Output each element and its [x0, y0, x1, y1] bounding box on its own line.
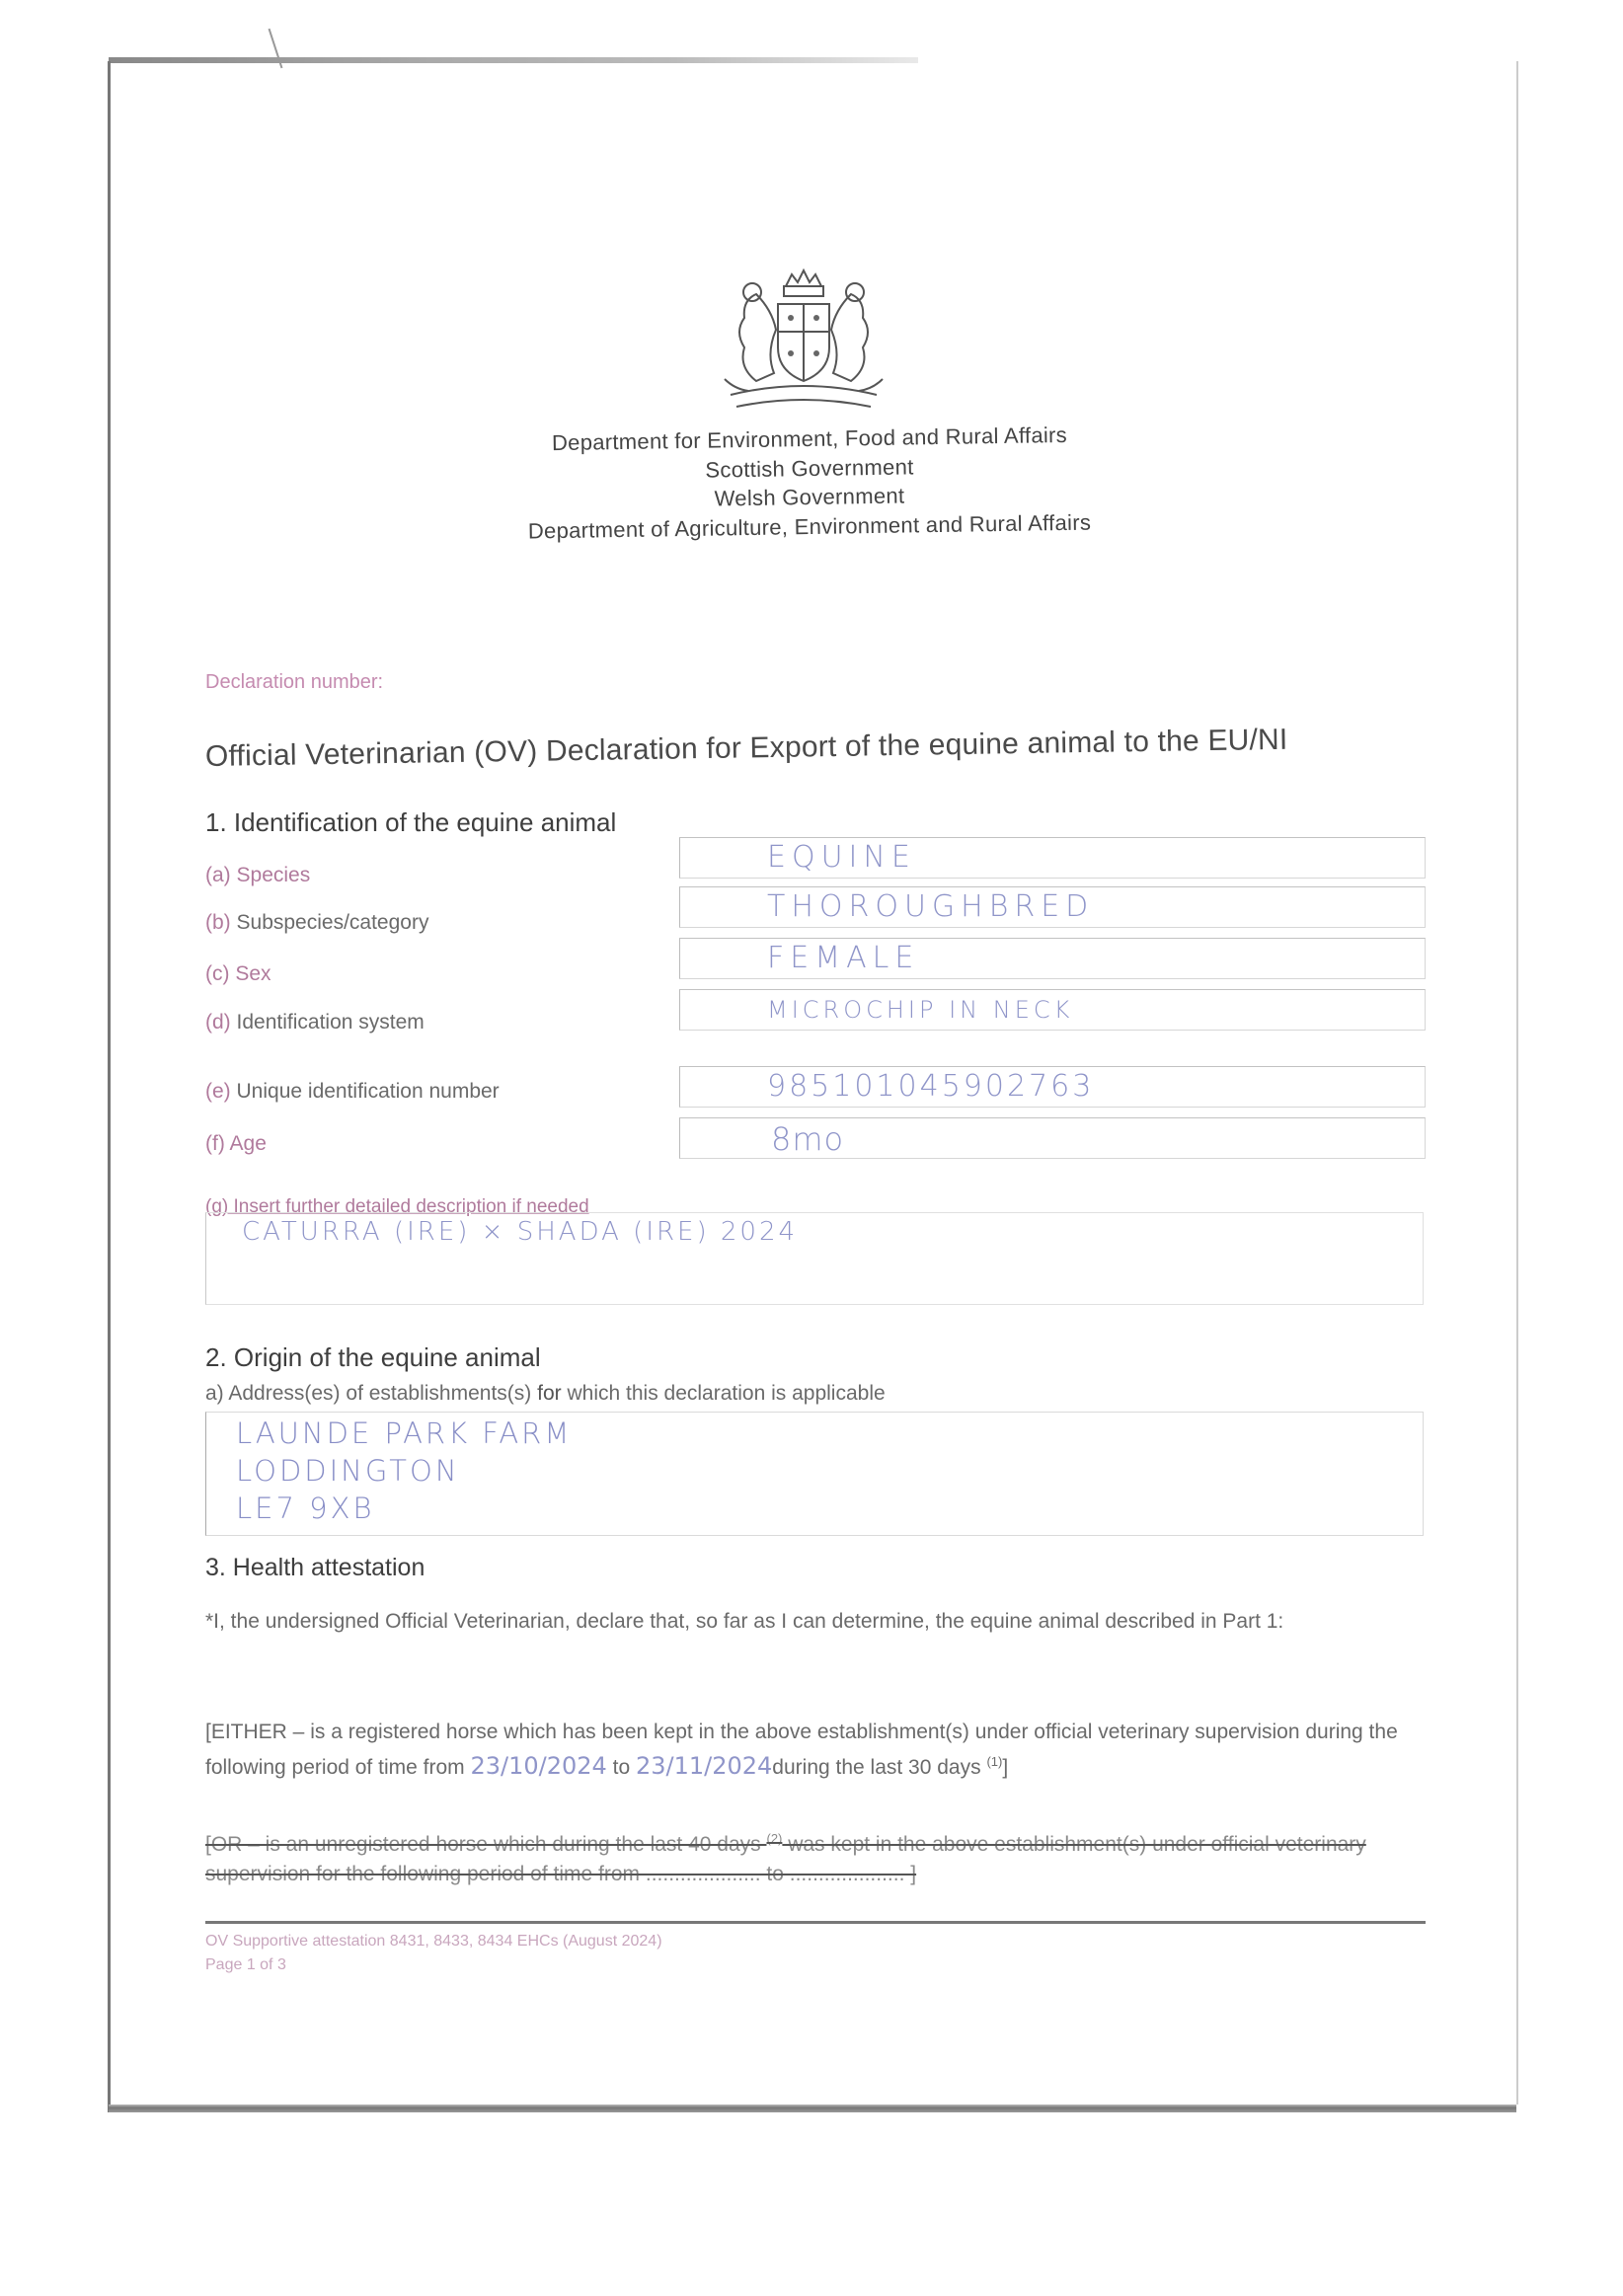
- footer-attestation: OV Supportive attestation 8431, 8433, 8434 EHCs (August 2024): [205, 1933, 662, 1950]
- scan-edge-left: [108, 61, 111, 2112]
- further-description-label: (g) Insert further detailed description if needed: [205, 1196, 589, 1217]
- species-value: EQUINE: [767, 840, 916, 875]
- either-clause: [EITHER – is a registered horse which has been kept in the above establishment(s) under official veterinary supervision during the following period of time from 23/10/2024 to 23/11/2024during the last 30 days $^{(1)}$]: [205, 1721, 1398, 1780]
- scan-edge-bottom: [109, 2105, 1516, 2112]
- footer-page-number: Page 1 of 3: [205, 1956, 286, 1973]
- either-from-date: 23/10/2024: [470, 1752, 607, 1780]
- subspecies-value: THOROUGHBRED: [767, 889, 1095, 924]
- identification-system-field[interactable]: [679, 989, 1426, 1031]
- scan-edge-top: [109, 57, 918, 63]
- footer-rule: [205, 1921, 1426, 1924]
- scan-edge-right: [1516, 61, 1518, 2105]
- address-label: a) Address(es) of establishments(s) for which this declaration is applicable: [205, 1382, 886, 1405]
- address-line-2: LODDINGTON: [236, 1454, 460, 1488]
- declaration-number-label: Declaration number:: [205, 671, 384, 693]
- age-value: 8mo: [771, 1120, 845, 1158]
- species-field[interactable]: [679, 837, 1426, 879]
- unique-id-value: 985101045902763: [767, 1069, 1095, 1104]
- address-line-3: LE7 9XB: [236, 1492, 375, 1525]
- or-clause-struck: [OR – is an unregistered horse which during the last 40 days $^{(2)}$ was kept in the above establishment(s) under official veterinary supervision for the following period of time from .................... to .................... ]: [205, 1831, 1366, 1885]
- page-title: Official Veterinarian (OV) Declaration for Export of the equine animal to the EU/NI: [204, 723, 1288, 773]
- unique-id-label: (e) Unique identification number: [205, 1080, 500, 1103]
- section-1-heading: 1. Identification of the equine animal: [205, 807, 617, 837]
- age-field[interactable]: [679, 1117, 1426, 1159]
- age-label: (f) Age: [205, 1132, 267, 1155]
- either-to-date: 23/11/2024: [635, 1752, 773, 1780]
- department-line-4: Department of Agriculture, Environment and Rural Affairs: [527, 509, 1092, 544]
- sex-field[interactable]: [679, 938, 1426, 979]
- department-line-1: Department for Environment, Food and Rural Affairs: [551, 421, 1068, 456]
- royal-coat-of-arms-icon: [717, 265, 890, 419]
- address-field[interactable]: [205, 1412, 1424, 1536]
- identification-system-value: MICROCHIP IN NECK: [767, 996, 1074, 1024]
- sex-label: (c) Sex: [205, 962, 271, 985]
- sex-value: FEMALE: [767, 941, 920, 975]
- section-2-heading: 2. Origin of the equine animal: [205, 1342, 541, 1372]
- identification-system-label: (d) Identification system: [205, 1011, 425, 1033]
- species-label: (a) Species: [205, 864, 311, 886]
- health-attestation-intro: *I, the undersigned Official Veterinarian, declare that, so far as I can determine, the equine animal described in Part 1:: [205, 1610, 1284, 1633]
- further-description-field[interactable]: [205, 1212, 1424, 1305]
- further-description-value: CATURRA (IRE) × SHADA (IRE) 2024: [242, 1217, 799, 1247]
- unique-id-field[interactable]: [679, 1066, 1426, 1108]
- subspecies-field[interactable]: [679, 886, 1426, 928]
- address-line-1: LAUNDE PARK FARM: [236, 1416, 573, 1450]
- department-line-3: Welsh Government: [714, 483, 905, 511]
- section-3-heading: 3. Health attestation: [205, 1554, 425, 1581]
- subspecies-label: (b) Subspecies/category: [205, 911, 429, 934]
- department-line-2: Scottish Government: [705, 454, 914, 483]
